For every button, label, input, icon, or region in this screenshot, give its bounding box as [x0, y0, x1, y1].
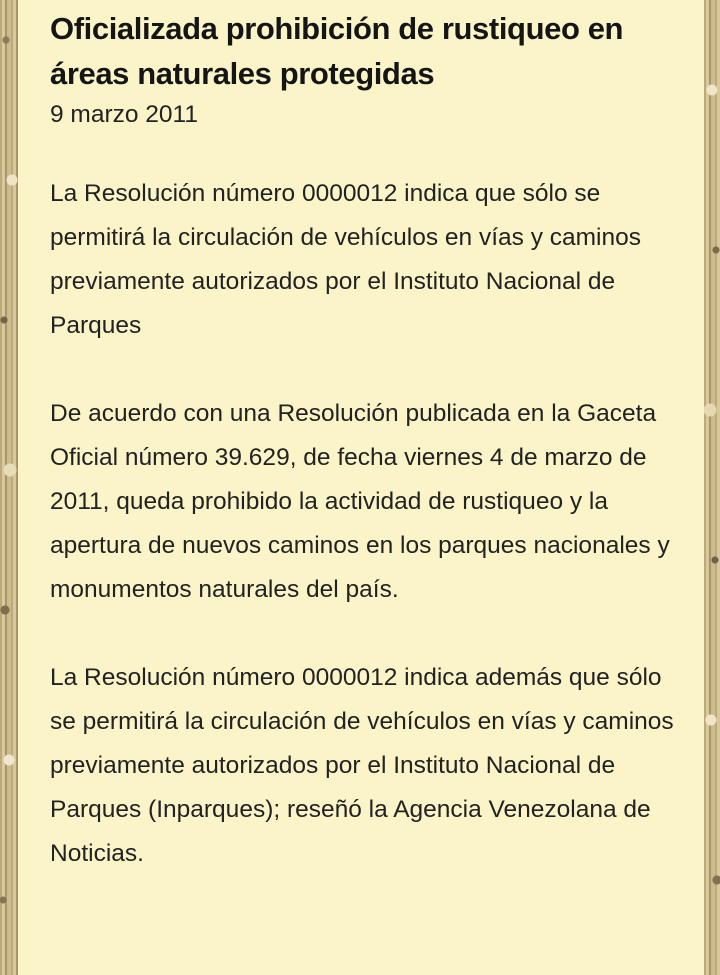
article-paragraph-2: De acuerdo con una Resolución publicada en la Gaceta Oficial número 39.629, de fecha viernes 4 de marzo de 2011, queda prohibido la actividad de rustiqueo y la apertura de nuevos caminos en los parques nacionales y monumentos naturales del país. [50, 400, 670, 603]
article-title: Oficializada prohibición de rustiqueo en áreas naturales protegidas [50, 11, 624, 91]
article-date: 9 marzo 2011 [50, 101, 198, 128]
article-paragraph-1: La Resolución número 0000012 indica que sólo se permitirá la circulación de vehículos en vías y caminos previamente autorizados por el Instituto Nacional de Parques [50, 180, 641, 339]
article-paragraph-3: La Resolución número 0000012 indica además que sólo se permitirá la circulación de vehículos en vías y caminos previamente autorizados por el Instituto Nacional de Parques (Inparques); reseñó la Agencia Venezolana de Noticias. [50, 664, 674, 867]
article-panel [18, 0, 704, 975]
